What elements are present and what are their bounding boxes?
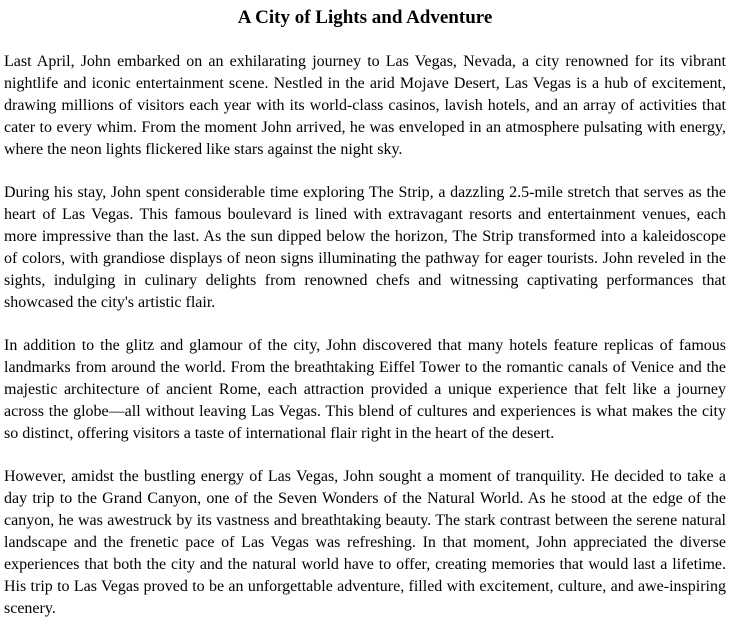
document-title: A City of Lights and Adventure [237, 7, 493, 28]
paragraph-3: In addition to the glitz and glamour of the city, John discovered that many hotels feature replicas of famous landmarks from around the world. From the breathtaking Eiffel Tower to the romantic canals of Venice and the majestic architecture of ancient Rome, each attraction provided a unique experience that felt like a journey across the globe—all without leaving Las Vegas. This blend of cultures and experiences is what makes the city so distinct, offering visitors a taste of international flair right in the heart of the desert. [4, 337, 726, 442]
paragraph-1: Last April, John embarked on an exhilarating journey to Las Vegas, Nevada, a city renowned for its vibrant nightlife and iconic entertainment scene. Nestled in the arid Mojave Desert, Las Vegas is a hub of excitement, drawing millions of visitors each year with its world-class casinos, lavish hotels, and an array of activities that cater to every whim. From the moment John arrived, he was enveloped in an atmosphere pulsating with energy, where the neon lights flickered like stars against the night sky. [4, 53, 726, 158]
paragraph-4: However, amidst the bustling energy of Las Vegas, John sought a moment of tranquility. He decided to take a day trip to the Grand Canyon, one of the Seven Wonders of the Natural World. As he stood at the edge of the canyon, he was awestruck by its vastness and breathtaking beauty. The stark contrast between the serene natural landscape and the frenetic pace of Las Vegas was refreshing. In that moment, John appreciated the diverse experiences that both the city and the natural world have to offer, creating memories that would last a lifetime. His trip to Las Vegas proved to be an unforgettable adventure, filled with excitement, culture, and awe-inspiring scenery. [4, 468, 726, 617]
paragraph-2: During his stay, John spent considerable time exploring The Strip, a dazzling 2.5-mile stretch that serves as the heart of Las Vegas. This famous boulevard is lined with extravagant resorts and entertainment venues, each more impressive than the last. As the sun dipped below the horizon, The Strip transformed into a kaleidoscope of colors, with grandiose displays of neon signs illuminating the pathway for eager tourists. John reveled in the sights, indulging in culinary delights from renowned chefs and witnessing captivating performances that showcased the city's artistic flair. [4, 184, 726, 311]
